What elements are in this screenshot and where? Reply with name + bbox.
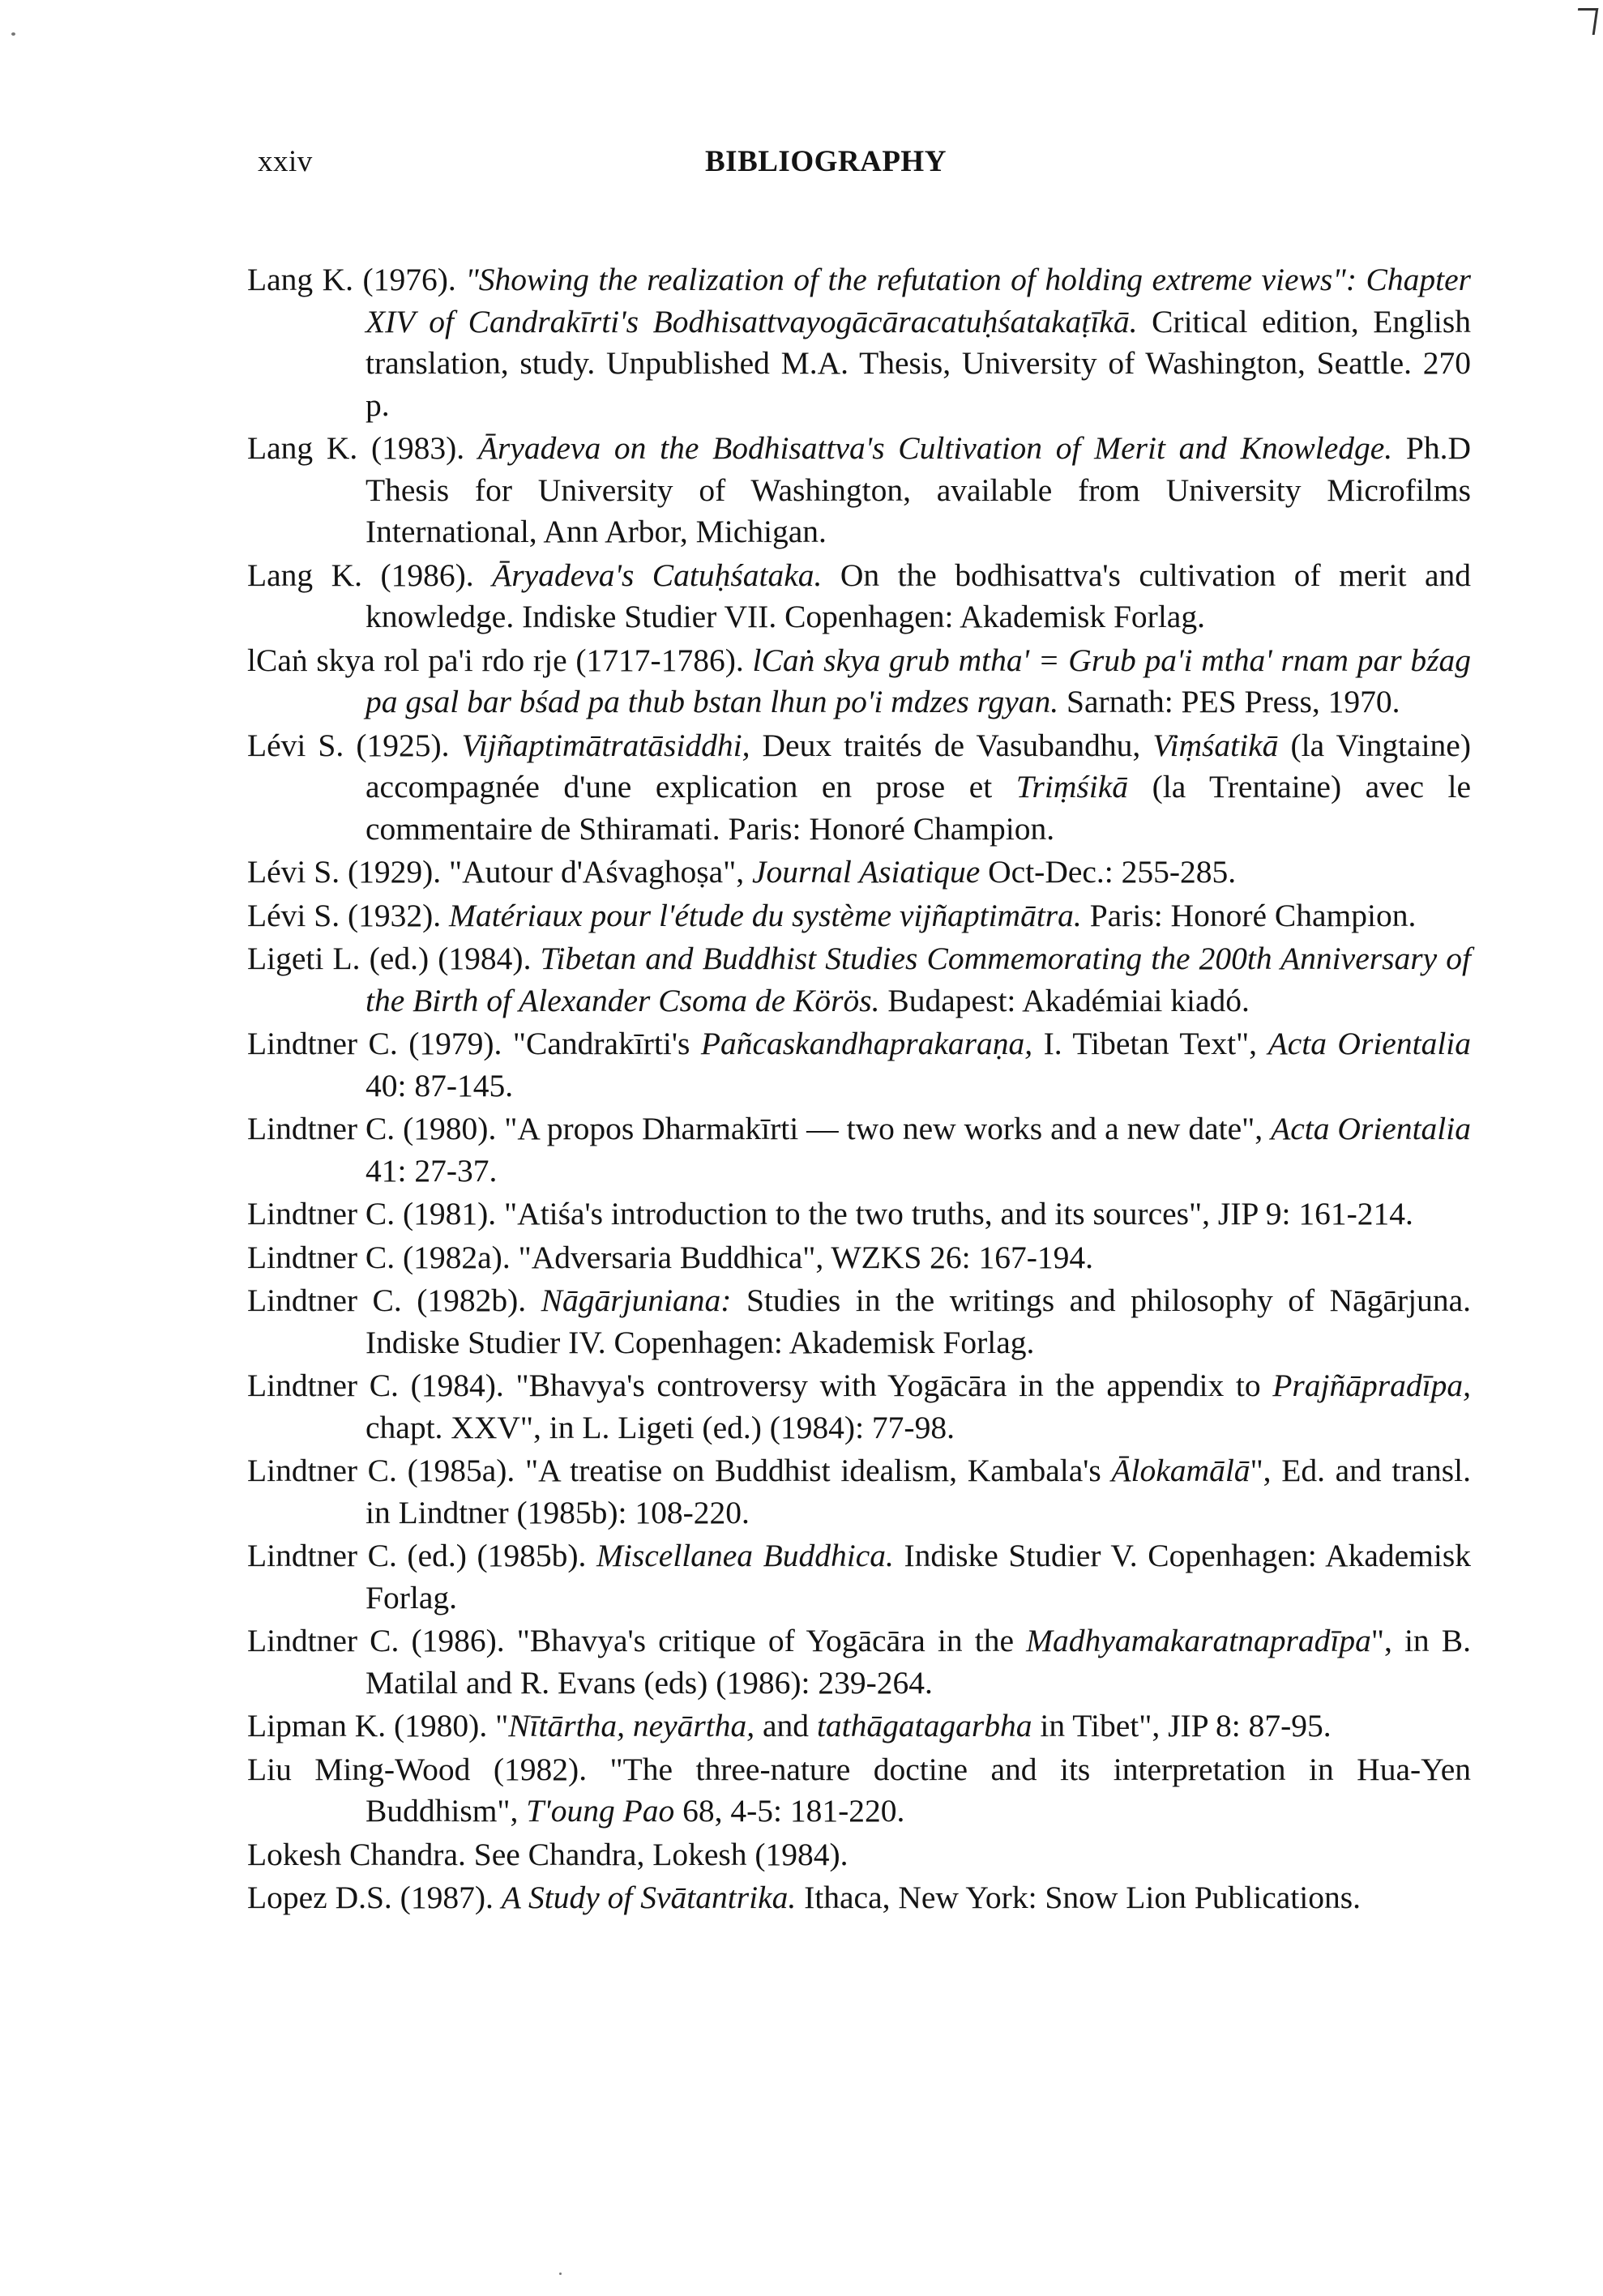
entry-lead: Lindtner C. (1980). "A propos Dharmakīrti — two new works and a new date", (247, 1111, 1272, 1146)
entry-title: Viṃśatikā (1152, 727, 1279, 763)
entry-lead: Lang K. (1986). (247, 557, 493, 593)
entry-rest: 68, 4-5: 181-220. (674, 1793, 905, 1829)
entry-title: Acta Orientalia (1271, 1111, 1471, 1146)
entry-rest: Budapest: Akadémiai kiadó. (879, 982, 1250, 1018)
entry-lead: lCaṅ skya rol pa'i rdo rje (1717-1786). (247, 642, 753, 678)
entry-lead: Lindtner C. (1982b). (247, 1282, 541, 1318)
entry-rest: 41: 27-37. (365, 1152, 498, 1189)
bibliography-entry (247, 1877, 1471, 1919)
entry-title: lCaṅ skya grub mtha' = Grub pa'i mtha' rnam par bźag pa gsal bar bśad pa thub bstan lhun po'i mdzes rgyan. (365, 642, 1471, 719)
entry-title: Vijñaptimātratāsiddhi, (461, 727, 750, 763)
entry-rest: I. Tibetan Text", (1032, 1026, 1268, 1061)
entry-title: A Study of Svātantrika. (501, 1880, 797, 1915)
scan-corner-mark (1575, 8, 1599, 35)
bibliography-entry (247, 1237, 1471, 1279)
bibliography-entry (247, 1023, 1471, 1107)
entry-rest: Indiske Studier V. Copenhagen: Akademisk Forlag. (365, 1538, 1471, 1615)
entry-lead: Lopez D.S. (1987). (247, 1880, 502, 1915)
entry-title: Āryadeva on the Bodhisattva's Cultivation of Merit and Knowledge. (477, 430, 1393, 466)
entry-title: Matériaux pour l'étude du système vijñaptimātra. (449, 897, 1082, 933)
entry-lead: Lindtner C. (1979). "Candrakīrti's (247, 1026, 701, 1061)
entry-title: tathāgatagarbha (816, 1708, 1032, 1743)
scan-speck (559, 2273, 562, 2275)
bibliography-entry (247, 1450, 1471, 1534)
entry-lead: Lindtner C. (1985a). "A treatise on Buddhist idealism, Kambala's (247, 1453, 1112, 1488)
entry-title: Pañcaskandhaprakaraṇa, (700, 1026, 1033, 1061)
bibliography-entry (247, 1108, 1471, 1192)
entry-rest: Sarnath: PES Press, 1970. (1058, 684, 1400, 719)
entry-title: Prajñāpradīpa, (1272, 1368, 1471, 1403)
entry-title: Āryadeva's Catuḥśataka. (492, 557, 823, 593)
entry-lead: Lindtner C. (1984). "Bhavya's controversy with Yogācāra in the appendix to (247, 1368, 1273, 1403)
entry-rest: in Tibet", JIP 8: 87-95. (1032, 1708, 1332, 1743)
entry-title: "Showing the realization of the refutation of holding extreme views": Chapter XIV of Candrakīrti's Bodhisattvayogācāracatuḥśatakaṭīkā. (365, 262, 1471, 339)
entry-lead: Lindtner C. (1986). "Bhavya's critique of Yogācāra in the (247, 1623, 1027, 1658)
entry-lead: Liu Ming-Wood (1982). "The three-nature doctine and its interpretation in Hua-Yen Buddhism", (247, 1751, 1471, 1829)
entry-rest: Studies in the writings and philosophy of Nāgārjuna. Indiske Studier IV. Copenhagen: Akademisk Forlag. (365, 1282, 1471, 1360)
bibliography-entry (247, 1193, 1471, 1235)
entry-lead: Lévi S. (1932). (247, 897, 450, 933)
entry-title: Miscellanea Buddhica. (596, 1538, 894, 1573)
running-title: BIBLIOGRAPHY (705, 145, 947, 178)
entry-rest: chapt. XXV", in L. Ligeti (ed.) (1984): 77-98. (365, 1409, 955, 1445)
bibliography-entry (247, 1535, 1471, 1619)
entry-rest: and (754, 1708, 817, 1743)
bibliography-entry (247, 1705, 1471, 1748)
entry-rest: On the bodhisattva's cultivation of merit and knowledge. Indiske Studier VII. Copenhagen: Akademisk Forlag. (365, 557, 1471, 634)
entry-title: Triṃśikā (1015, 769, 1129, 804)
scan-speck (11, 32, 15, 36)
bibliography-entry (247, 640, 1471, 723)
entry-title: Acta Orientalia (1267, 1026, 1472, 1061)
entry-lead: Lokesh Chandra. See Chandra, Lokesh (1984). (247, 1836, 849, 1872)
entry-lead: Lipman K. (1980). " (247, 1708, 509, 1743)
bibliography-entry (247, 1365, 1471, 1449)
entry-rest: ", Ed. and transl. in Lindtner (1985b): 108-220. (365, 1453, 1471, 1530)
entry-lead: Ligeti L. (ed.) (1984). (247, 941, 541, 976)
bibliography-entry (247, 555, 1471, 638)
entry-lead: Lévi S. (1929). "Autour d'Aśvaghoṣa", (247, 854, 753, 890)
entry-rest: 40: 87-145. (365, 1067, 514, 1103)
bibliography-entry (247, 1749, 1471, 1833)
entry-rest: Oct-Dec.: 255-285. (980, 854, 1237, 890)
entry-title: Tibetan and Buddhist Studies Commemorating the 200th Anniversary of the Birth of Alexander Csoma de Körös. (365, 941, 1472, 1018)
entry-title: T'oung Pao (526, 1793, 675, 1829)
entry-rest: Paris: Honoré Champion. (1081, 897, 1417, 933)
page-number: xxiv (258, 145, 313, 178)
entry-rest: (la Trentaine) avec le commentaire de Sthiramati. Paris: Honoré Champion. (365, 769, 1471, 847)
entry-lead: Lang K. (1983). (247, 430, 478, 466)
entry-lead: Lévi S. (1925). (247, 727, 462, 763)
entry-rest: ", in B. Matilal and R. Evans (eds) (1986): 239-264. (365, 1623, 1472, 1701)
page-header (0, 144, 1603, 193)
entry-lead: Lang K. (1976). (247, 262, 466, 297)
entry-rest: Deux traités de Vasubandhu, (750, 727, 1153, 763)
entry-lead: Lindtner C. (1982a). "Adversaria Buddhica", WZKS 26: 167-194. (247, 1239, 1094, 1275)
bibliography-entry (247, 259, 1471, 426)
entry-rest: Critical edition, English translation, study. Unpublished M.A. Thesis, University of Washington, Seattle. 270 p. (365, 303, 1471, 423)
entry-rest: (la Vingtaine) accompagnée d'une explication en prose et (365, 727, 1471, 804)
bibliography-entry (247, 428, 1471, 553)
entry-title: Madhyamakaratnapradīpa (1026, 1623, 1371, 1658)
bibliography-entry (247, 895, 1471, 937)
bibliography-entry (247, 938, 1471, 1022)
entry-lead: Lindtner C. (ed.) (1985b). (247, 1538, 596, 1573)
bibliography-entry (247, 1280, 1471, 1364)
bibliography-entry (247, 1620, 1471, 1704)
entry-title: Journal Asiatique (752, 854, 981, 890)
entry-lead: Lindtner C. (1981). "Atiśa's introduction to the two truths, and its sources", JIP 9: 161-214. (247, 1196, 1413, 1231)
entry-title: Nītārtha, neyārtha, (508, 1708, 755, 1743)
entry-rest: Ithaca, New York: Snow Lion Publications. (796, 1880, 1361, 1915)
bibliography-list (247, 259, 1471, 1921)
bibliography-entry (247, 851, 1471, 894)
entry-title: Nāgārjuniana: (541, 1282, 732, 1318)
bibliography-entry (247, 1834, 1471, 1876)
bibliography-entry (247, 725, 1471, 851)
entry-title: Ālokamālā (1111, 1453, 1250, 1488)
entry-rest: Ph.D Thesis for University of Washington, available from University Microfilms International, Ann Arbor, Michigan. (365, 430, 1472, 549)
